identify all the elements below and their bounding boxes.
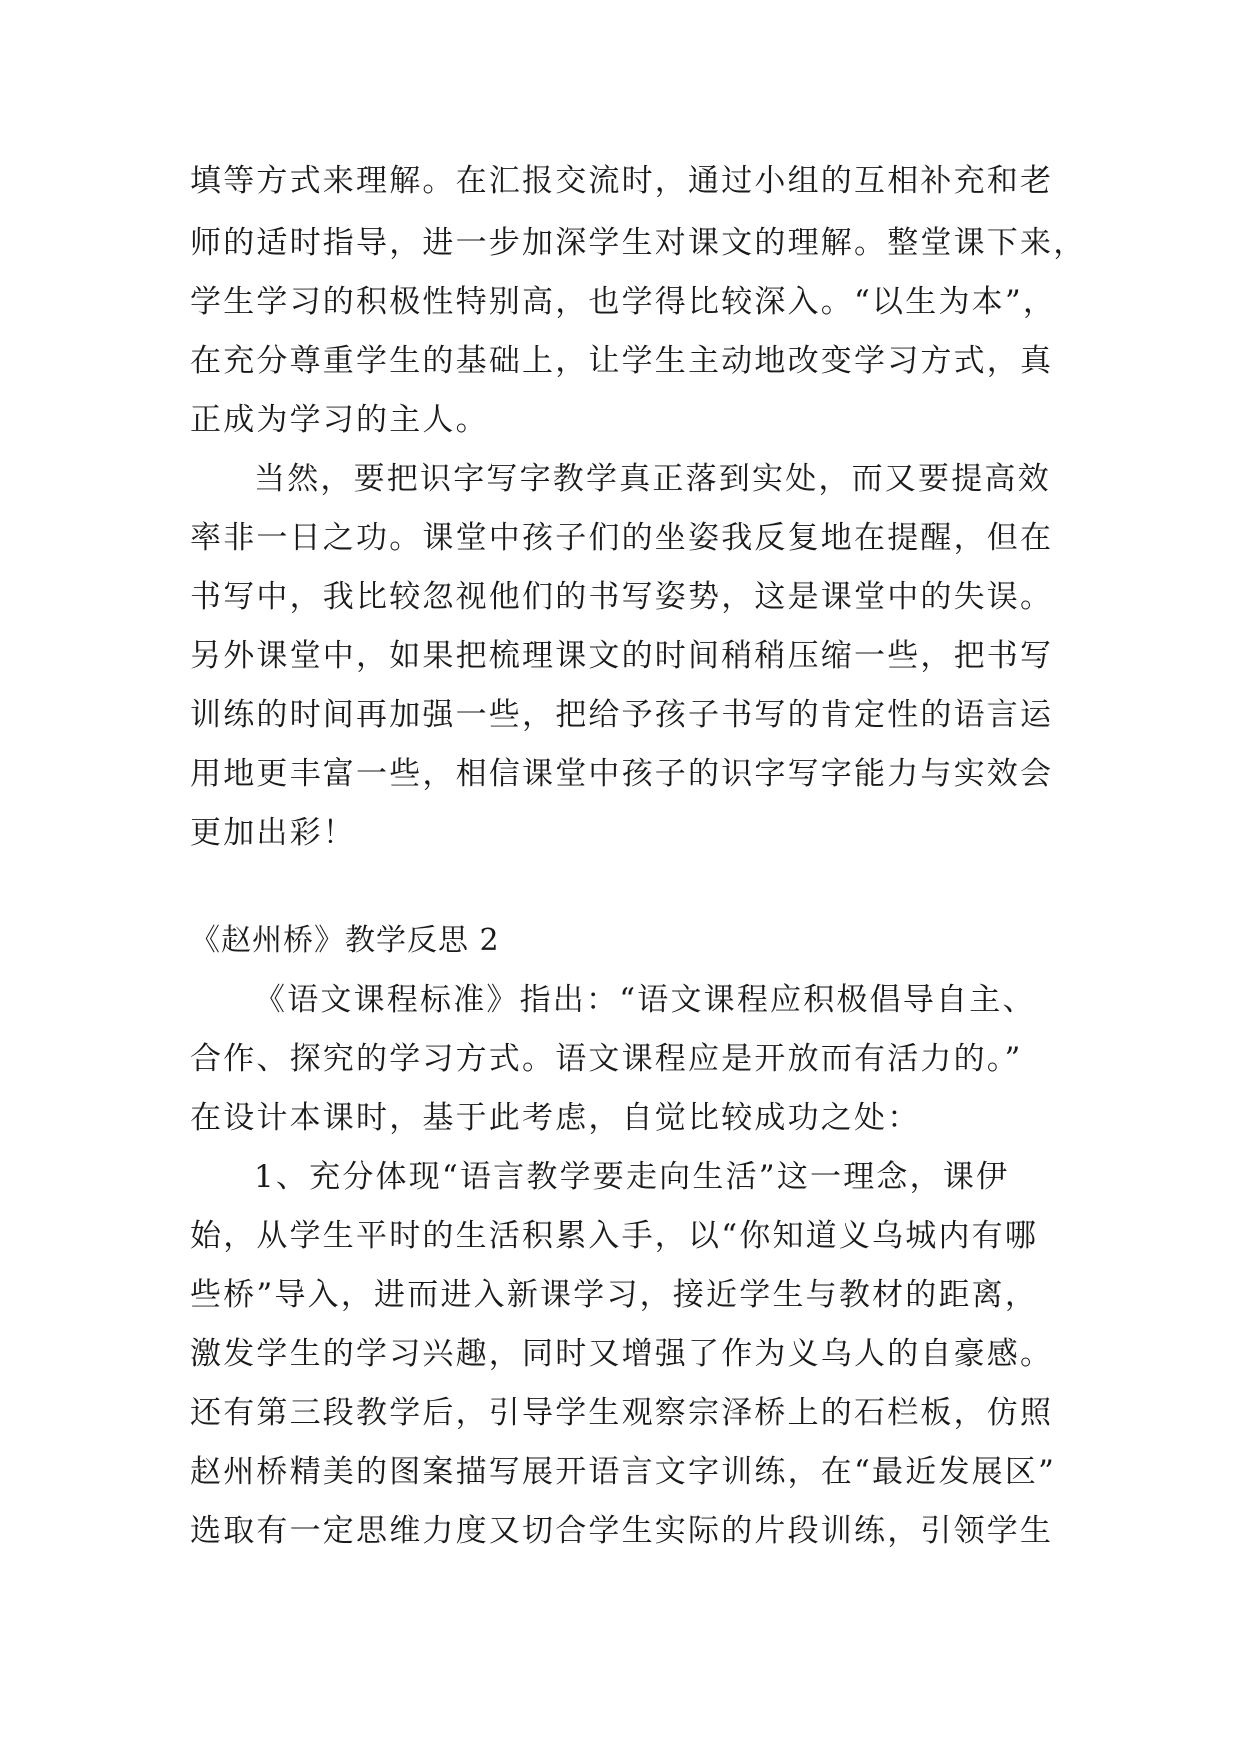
paragraph-line: 率非一日之功。课堂中孩子们的坐姿我反复地在提醒，但在 xyxy=(190,520,1054,556)
paragraph-line: 合作、探究的学习方式。语文课程应是开放而有活力的。” xyxy=(190,1041,1023,1077)
paragraph-line: 激发学生的学习兴趣，同时又增强了作为义乌人的自豪感。 xyxy=(190,1336,1054,1372)
paragraph-line: 师的适时指导，进一步加深学生对课文的理解。整堂课下来， xyxy=(190,225,1087,261)
paragraph-line: 始，从学生平时的生活积累入手，以“你知道义乌城内有哪 xyxy=(190,1218,1039,1254)
paragraph-line: 学生学习的积极性特别高，也学得比较深入。“以生为本”， xyxy=(190,284,1057,320)
paragraph-line: 在设计本课时，基于此考虑，自觉比较成功之处： xyxy=(190,1100,921,1136)
paragraph-line: 另外课堂中，如果把梳理课文的时间稍稍压缩一些，把书写 xyxy=(190,638,1054,674)
paragraph-line: 训练的时间再加强一些，把给予孩子书写的肯定性的语言运 xyxy=(190,697,1054,733)
paragraph-line: 更加出彩！ xyxy=(190,815,356,851)
paragraph-line: 用地更丰富一些，相信课堂中孩子的识字写字能力与实效会 xyxy=(190,756,1054,792)
paragraph-line: 在充分尊重学生的基础上，让学生主动地改变学习方式，真 xyxy=(190,343,1054,379)
paragraph-line: 还有第三段教学后，引导学生观察宗泽桥上的石栏板，仿照 xyxy=(190,1395,1054,1431)
paragraph-line: 赵州桥精美的图案描写展开语言文字训练，在“最近发展区” xyxy=(190,1454,1057,1490)
paragraph-line: 1、充分体现“语言教学要走向生活”这一理念，课伊 xyxy=(254,1159,1010,1195)
paragraph-line: 填等方式来理解。在汇报交流时，通过小组的互相补充和老 xyxy=(190,163,1054,199)
section-heading: 《赵州桥》教学反思 2 xyxy=(190,923,500,958)
paragraph-line: 《语文课程标准》指出：“语文课程应积极倡导自主、 xyxy=(254,982,1036,1018)
paragraph-line: 些桥”导入，进而进入新课学习，接近学生与教材的距离， xyxy=(190,1277,1039,1313)
paragraph-line: 选取有一定思维力度又切合学生实际的片段训练，引领学生 xyxy=(190,1513,1054,1549)
paragraph-line: 正成为学习的主人。 xyxy=(190,402,489,438)
paragraph-line: 当然，要把识字写字教学真正落到实处，而又要提高效 xyxy=(254,461,1051,497)
paragraph-line: 书写中，我比较忽视他们的书写姿势，这是课堂中的失误。 xyxy=(190,579,1054,615)
